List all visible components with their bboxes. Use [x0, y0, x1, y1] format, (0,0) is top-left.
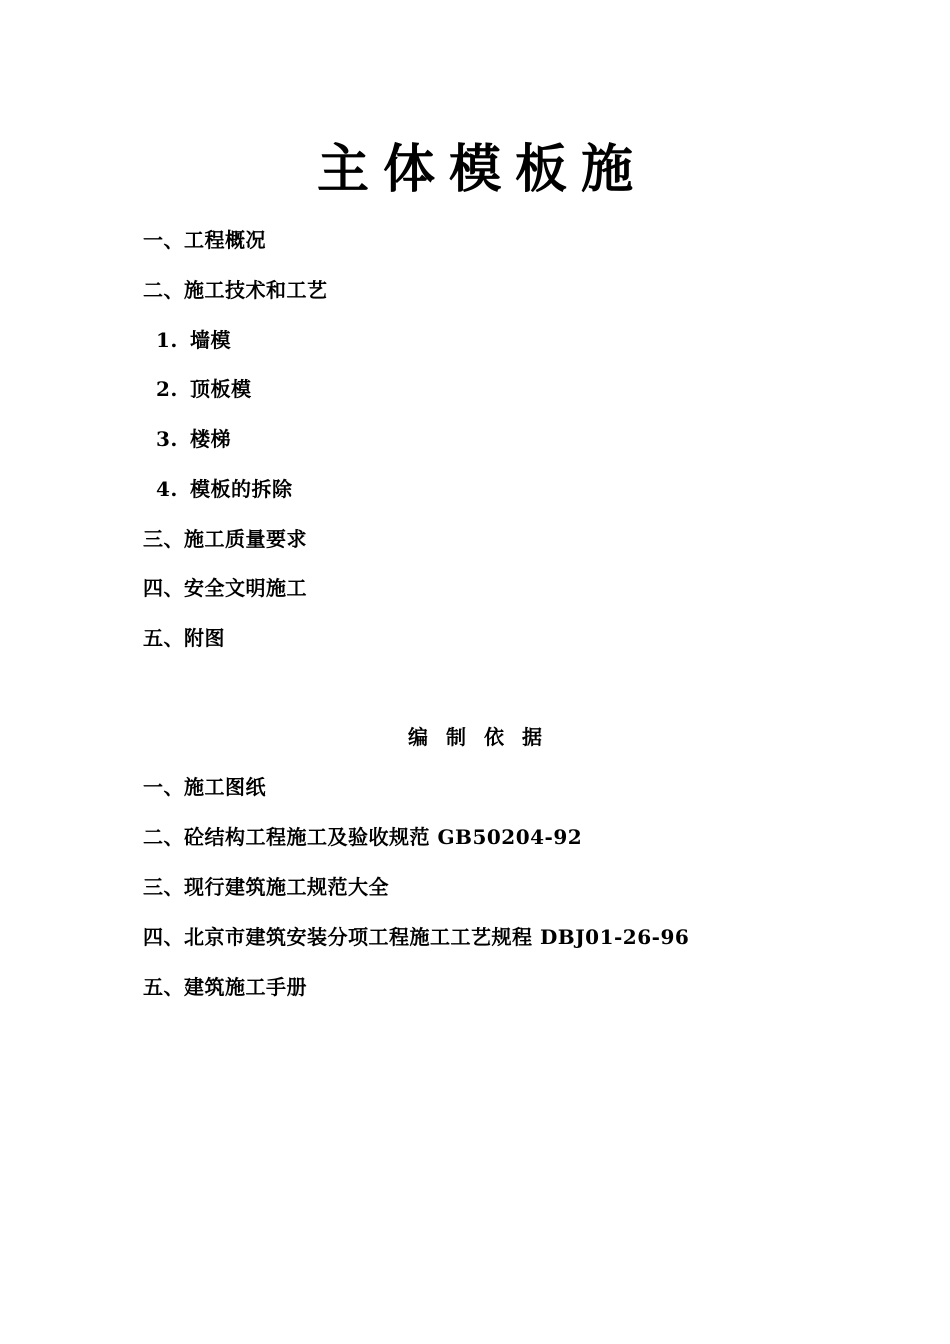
outline-subitem-stairs — [156, 426, 231, 452]
page-title: 主体模板施 — [316, 139, 647, 200]
outline-item-drawings: 五、附图 — [143, 626, 225, 650]
outline-item-overview: 一、工程概况 — [143, 228, 266, 252]
basis-item-building-codes: 三、现行建筑施工规范大全 — [143, 875, 389, 899]
basis-item-construction-drawings: 一、施工图纸 — [143, 775, 266, 799]
outline-subitem-formwork-removal — [156, 476, 293, 502]
subitem-label: 顶板模 — [190, 377, 252, 401]
outline-item-quality: 三、施工质量要求 — [143, 527, 307, 551]
subitem-number: 2. — [156, 377, 178, 401]
subitem-number: 4. — [156, 477, 178, 501]
basis-item-concrete-code: 二、砼结构工程施工及验收规范 GB50204-92 — [143, 825, 583, 849]
subitem-label: 楼梯 — [190, 427, 231, 451]
subitem-number: 3. — [156, 427, 178, 451]
outline-item-safety: 四、安全文明施工 — [143, 576, 307, 600]
basis-item-handbook: 五、建筑施工手册 — [143, 975, 307, 999]
subitem-label: 模板的拆除 — [190, 477, 293, 501]
subitem-label: 墙模 — [190, 328, 231, 352]
outline-subitem-slab-formwork — [156, 376, 252, 402]
basis-heading: 编制依据 — [408, 725, 560, 749]
outline-item-technique: 二、施工技术和工艺 — [143, 278, 328, 302]
outline-subitem-wall-formwork — [156, 327, 231, 353]
basis-item-beijing-procedures: 四、北京市建筑安装分项工程施工工艺规程 DBJ01-26-96 — [143, 925, 690, 949]
subitem-number: 1. — [156, 328, 178, 352]
